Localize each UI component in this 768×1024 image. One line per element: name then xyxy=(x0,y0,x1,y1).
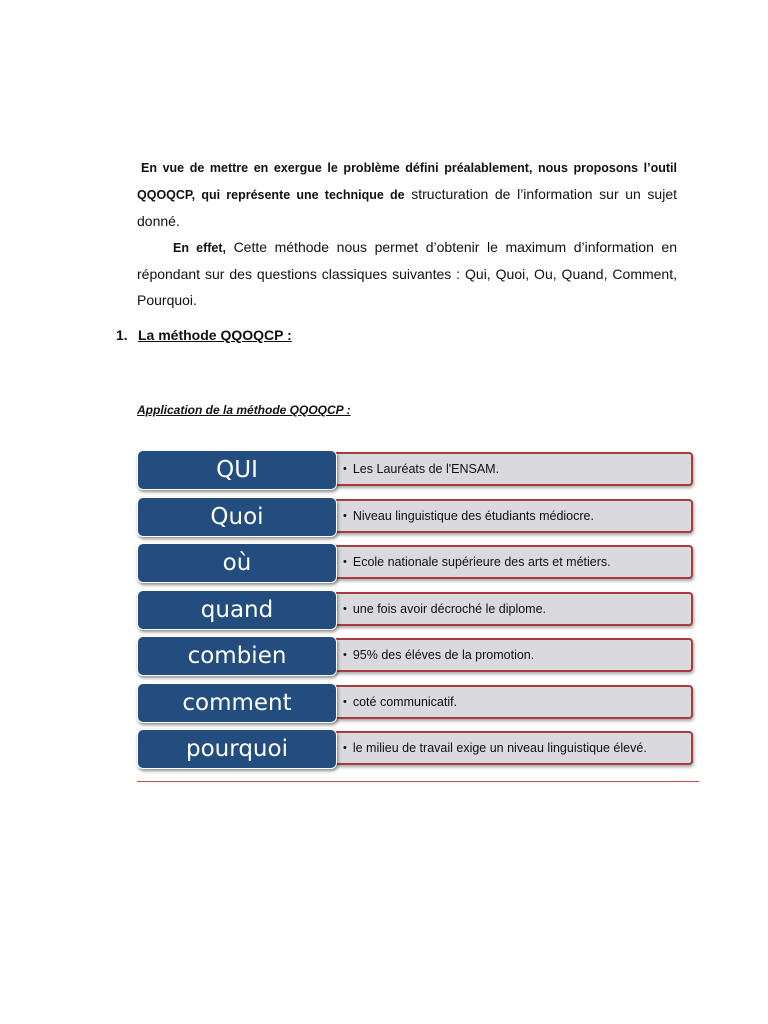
divider-line xyxy=(137,781,699,782)
diagram-row xyxy=(137,729,697,769)
section-title: La méthode QQOQCP : xyxy=(138,327,292,343)
diagram-row xyxy=(137,636,697,676)
bullet-icon: • xyxy=(343,509,347,522)
bullet-icon: • xyxy=(343,649,347,661)
intro-paragraph-1-rest: structuration de l’information sur un sujet donné. xyxy=(137,186,677,229)
intro-paragraph-1-bold: En vue de mettre en exergue le problème défini préalablement, nous proposons l’outil QQOQCP, qui représente une technique de xyxy=(137,161,677,202)
row-detail-text: Les Lauréats de l'ENSAM. xyxy=(352,462,500,476)
qqoqcp-diagram xyxy=(137,450,697,776)
section-number: 1. xyxy=(116,327,128,343)
row-detail-text: Niveau linguistique des étudiants médiocre. xyxy=(352,508,594,523)
row-detail-text: coté communicatif. xyxy=(352,694,458,709)
row-detail-text: Ecole nationale supérieure des arts et métiers. xyxy=(352,555,611,569)
row-label-box: QUI xyxy=(137,450,337,490)
intro-text xyxy=(137,154,677,313)
row-detail-box xyxy=(327,545,693,579)
row-label-box: pourquoi xyxy=(137,729,337,769)
row-label-box: combien xyxy=(137,636,337,676)
row-detail-text: 95% des éléves de la promotion. xyxy=(352,648,535,662)
row-detail-box xyxy=(327,592,693,626)
row-label-box: Quoi xyxy=(137,497,337,537)
diagram-row xyxy=(137,497,697,537)
diagram-row xyxy=(137,590,697,630)
diagram-row xyxy=(137,543,697,583)
row-detail-box xyxy=(327,499,693,533)
row-label-box: où xyxy=(137,543,337,583)
row-detail-box xyxy=(327,731,693,765)
section-heading xyxy=(116,327,292,343)
diagram-row xyxy=(137,450,697,490)
intro-paragraph-2-rest: Cette méthode nous permet d’obtenir le maximum d’information en répondant sur des questions classiques suivantes : Qui, Quoi, Ou, Quand, Comment, Pourquoi. xyxy=(137,239,678,308)
bullet-icon: • xyxy=(343,695,347,708)
row-detail-box xyxy=(327,452,693,486)
row-detail-box xyxy=(327,638,693,672)
bullet-icon: • xyxy=(343,463,347,475)
bullet-icon: • xyxy=(343,556,347,568)
diagram-row xyxy=(137,683,697,723)
intro-paragraph-2 xyxy=(137,234,677,313)
intro-paragraph-2-bold: En effet, xyxy=(173,241,226,255)
row-detail-box xyxy=(327,685,693,719)
bullet-icon: • xyxy=(343,602,347,615)
intro-paragraph-1 xyxy=(137,154,677,234)
row-label-box: comment xyxy=(137,683,337,723)
application-caption: Application de la méthode QQOQCP : xyxy=(137,403,351,417)
row-detail-text: le milieu de travail exige un niveau linguistique élevé. xyxy=(352,741,647,755)
row-detail-text: une fois avoir décroché le diplome. xyxy=(352,601,547,616)
bullet-icon: • xyxy=(343,742,347,754)
row-label-box: quand xyxy=(137,590,337,630)
